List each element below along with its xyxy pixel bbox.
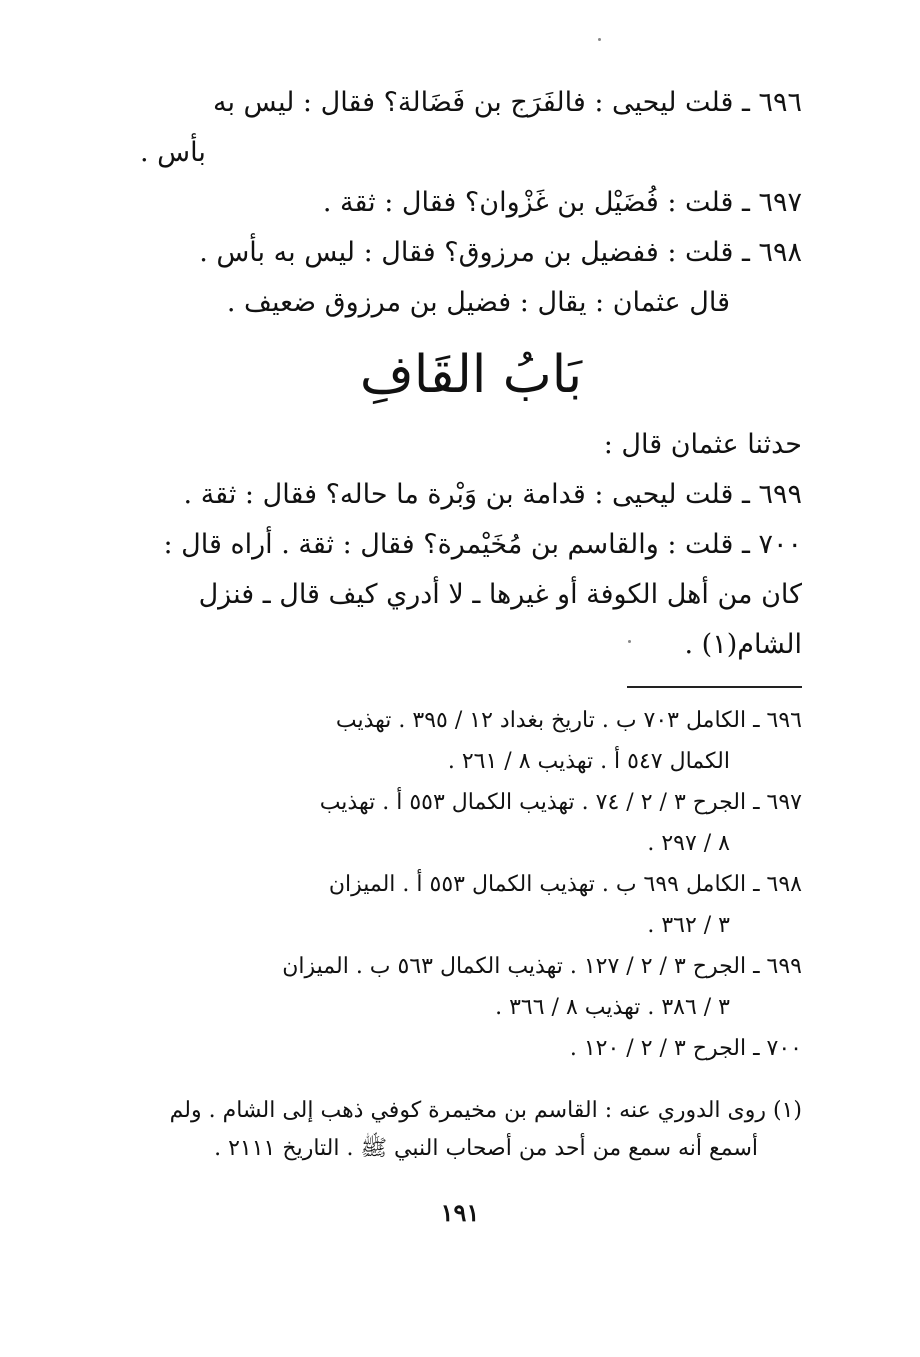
footnote-line-1: (١) روى الدوري عنه : القاسم بن مخيمرة كوفي ذهب إلى الشام . ولم bbox=[169, 1098, 802, 1123]
entry-696-line-2: بأس . bbox=[140, 137, 206, 168]
note-697-line-2: ٨ / ٢٩٧ . bbox=[647, 831, 730, 856]
entry-697: ٦٩٧ ـ قلت : فُضَيْل بن غَزْوان؟ فقال : ثقة . bbox=[322, 187, 802, 218]
scan-speck bbox=[628, 640, 631, 643]
footnote-separator bbox=[627, 686, 802, 688]
reference-notes bbox=[140, 700, 802, 1069]
footnote-line-2: أسمع أنه سمع من أحد من أصحاب النبي ﷺ . التاريخ ٢١١١ . bbox=[214, 1136, 758, 1161]
main-text bbox=[140, 78, 802, 670]
entry-699: ٦٩٩ ـ قلت ليحيى : قدامة بن وَبْرة ما حاله؟ فقال : ثقة . bbox=[183, 479, 802, 510]
note-698-line-2: ٣ / ٣٦٢ . bbox=[647, 913, 730, 938]
note-696-line-1: ٦٩٦ ـ الكامل ٧٠٣ ب . تاريخ بغداد ١٢ / ٣٩٥ . تهذيب bbox=[335, 708, 802, 733]
uthman-comment: قال عثمان : يقال : فضيل بن مرزوق ضعيف . bbox=[226, 287, 730, 318]
note-698-line-1: ٦٩٨ ـ الكامل ٦٩٩ ب . تهذيب الكمال ٥٥٣ أ . الميزان bbox=[328, 872, 802, 897]
note-699-line-1: ٦٩٩ ـ الجرح ٣ / ٢ / ١٢٧ . تهذيب الكمال ٥٦٣ ب . الميزان bbox=[282, 954, 802, 979]
scan-speck bbox=[598, 38, 601, 41]
narration-intro: حدثنا عثمان قال : bbox=[603, 429, 802, 460]
footnote bbox=[140, 1092, 802, 1168]
note-697-line-1: ٦٩٧ ـ الجرح ٣ / ٢ / ٧٤ . تهذيب الكمال ٥٥٣ أ . تهذيب bbox=[319, 790, 802, 815]
entry-700-line-1: ٧٠٠ ـ قلت : والقاسم بن مُخَيْمرة؟ فقال : ثقة . أراه قال : bbox=[163, 529, 802, 560]
section-title: بَابُ القَافِ bbox=[359, 345, 583, 405]
entry-700-line-3: الشام(١) . bbox=[684, 629, 802, 660]
note-699-line-2: ٣ / ٣٨٦ . تهذيب ٨ / ٣٦٦ . bbox=[495, 995, 730, 1020]
note-700-line-1: ٧٠٠ ـ الجرح ٣ / ٢ / ١٢٠ . bbox=[569, 1036, 802, 1061]
entry-700-line-2: كان من أهل الكوفة أو غيرها ـ لا أدري كيف قال ـ فنزل bbox=[198, 579, 802, 610]
entry-696-line-1: ٦٩٦ ـ قلت ليحيى : فالفَرَج بن فَضَالة؟ فقال : ليس به bbox=[212, 87, 802, 118]
page-number: ١٩١ bbox=[440, 1198, 480, 1227]
note-696-line-2: الكمال ٥٤٧ أ . تهذيب ٨ / ٢٦١ . bbox=[447, 749, 730, 774]
entry-698: ٦٩٨ ـ قلت : ففضيل بن مرزوق؟ فقال : ليس به بأس . bbox=[199, 237, 802, 268]
